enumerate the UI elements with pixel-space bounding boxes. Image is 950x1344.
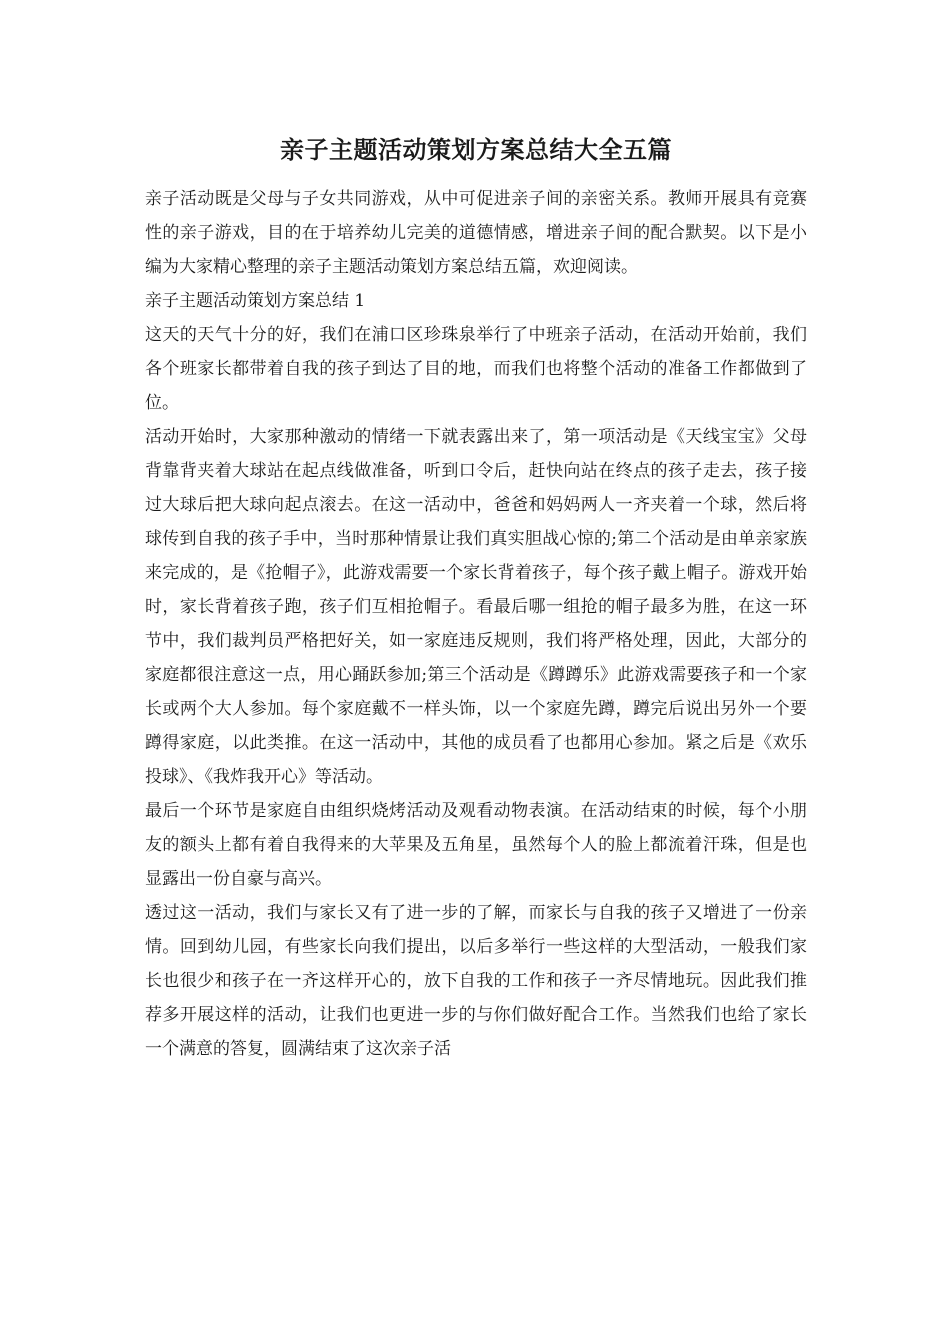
body-paragraph: 最后一个环节是家庭自由组织烧烤活动及观看动物表演。在活动结束的时候，每个小朋友的额头上都有着自我得来的大苹果及五角星，虽然每个人的脸上都流着汗珠，但是也显露出一份自豪与高兴。 — [145, 801, 807, 889]
section-heading: 亲子主题活动策划方案总结 1 — [145, 291, 366, 311]
document-title: 亲子主题活动策划方案总结大全五篇 — [280, 135, 672, 164]
body-paragraph: 这天的天气十分的好，我们在浦口区珍珠泉举行了中班亲子活动，在活动开始前，我们各个班家长都带着自我的孩子到达了目的地，而我们也将整个活动的准备工作都做到了位。 — [145, 325, 807, 413]
document-body — [145, 128, 807, 1066]
intro-paragraph: 亲子活动既是父母与子女共同游戏，从中可促进亲子间的亲密关系。教师开展具有竞赛性的亲子游戏，目的在于培养幼儿完美的道德情感，增进亲子间的配合默契。以下是小编为大家精心整理的亲子主题活动策划方案总结五篇，欢迎阅读。 — [145, 189, 807, 277]
body-paragraph: 透过这一活动，我们与家长又有了进一步的了解，而家长与自我的孩子又增进了一份亲情。回到幼儿园，有些家长向我们提出，以后多举行一些这样的大型活动，一般我们家长也很少和孩子在一齐这样开心的，放下自我的工作和孩子一齐尽情地玩。因此我们推荐多开展这样的活动，让我们也更进一步的与你们做好配合工作。当然我们也给了家长一个满意的答复，圆满结束了这次亲子活 — [145, 903, 807, 1059]
body-paragraph: 活动开始时，大家那种激动的情绪一下就表露出来了，第一项活动是《天线宝宝》父母背靠背夹着大球站在起点线做准备，听到口令后，赶快向站在终点的孩子走去，孩子接过大球后把大球向起点滚去。在这一活动中，爸爸和妈妈两人一齐夹着一个球，然后将球传到自我的孩子手中，当时那种情景让我们真实胆战心惊的;第二个活动是由单亲家族来完成的，是《抢帽子》，此游戏需要一个家长背着孩子，每个孩子戴上帽子。游戏开始时，家长背着孩子跑，孩子们互相抢帽子。看最后哪一组抢的帽子最多为胜，在这一环节中，我们裁判员严格把好关，如一家庭违反规则，我们将严格处理，因此，大部分的家庭都很注意这一点，用心踊跃参加;第三个活动是《蹲蹲乐》此游戏需要孩子和一个家长或两个大人参加。每个家庭戴不一样头饰，以一个家庭先蹲，蹲完后说出另外一个要蹲得家庭，以此类推。在这一活动中，其他的成员看了也都用心参加。紧之后是《欢乐投球》、《我炸我开心》等活动。 — [145, 427, 807, 787]
